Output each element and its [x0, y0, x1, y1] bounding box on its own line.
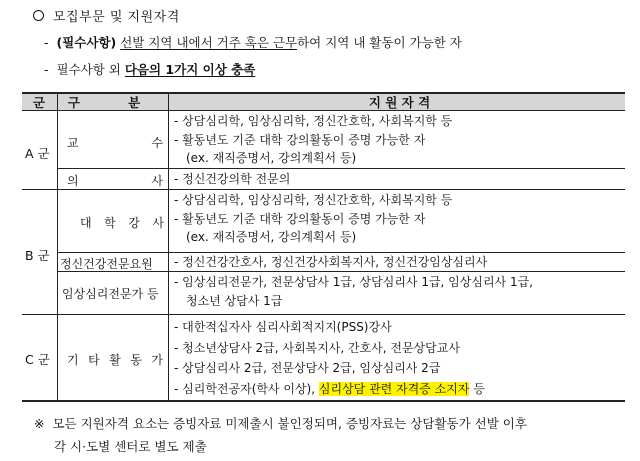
mental-health-professional-qualifications	[174, 253, 487, 272]
residence-condition: 선발 지역 내에서 거주 혹은 근무	[120, 35, 298, 50]
footnote	[34, 412, 527, 458]
group-a-label: A 군	[25, 146, 50, 161]
qualification-text: - 심리학전공자(학사 이상),	[174, 381, 316, 396]
requirement-line-2	[44, 60, 255, 78]
role-lecturer: 대 학 강 사	[80, 216, 164, 230]
other-activist-qualifications	[174, 317, 485, 399]
doctor-qualifications	[174, 170, 290, 189]
one-or-more-condition: 다음의 1가지 이상 충족	[124, 62, 256, 77]
column-divider	[168, 92, 169, 401]
group-b-label: B 군	[25, 248, 50, 263]
qualification-item: - 활동년도 기준 대학 강의활동이 증명 가능한 자	[174, 211, 426, 226]
requirement-line-1-rest: 하여 지역 내 활동이 가능한 자	[297, 35, 462, 50]
footnote-line-2: 각 시·도별 센터로 별도 제출	[54, 439, 207, 454]
dash: -	[44, 62, 49, 77]
role-doctor: 의 사	[67, 174, 163, 188]
highlighted-certificate-holder: 심리상담 관련 자격증 소지자	[318, 381, 470, 396]
qualification-item	[174, 379, 485, 400]
table-bottom-border	[22, 400, 625, 402]
section-heading-text: 모집부문 및 지원자격	[53, 10, 180, 25]
qualification-item: - 청소년상담사 2급, 사회복지사, 간호사, 전문상담교사	[174, 340, 460, 355]
required-label: (필수사항)	[56, 35, 117, 50]
qualification-item: - 활동년도 기준 대학 강의활동이 증명 가능한 자	[174, 132, 426, 147]
requirement-line-1	[44, 33, 462, 51]
section-heading	[33, 6, 180, 25]
circle-bullet-icon	[33, 10, 44, 21]
qualification-item: - 상담심리사 2급, 전문상담사 2급, 임상심리사 2급	[174, 361, 441, 375]
role-mental-health-professional: 정신건강전문요원	[60, 257, 153, 271]
requirement-line-2-pre: 필수사항 외	[56, 62, 121, 77]
qualification-text: 등	[473, 381, 485, 396]
role-other-activist: 기 타 활 동 가	[67, 353, 163, 367]
column-divider	[57, 92, 58, 401]
footnote-text-1: 모든 지원자격 요소는 증빙자료 미제출시 불인정되며, 증빙자료는 상담활동가 선발 이후	[52, 416, 527, 431]
qualification-item: - 상담심리학, 임상심리학, 정신간호학, 사회복지학 등	[174, 193, 453, 207]
qualification-item: - 임상심리전문가, 전문상담사 1급, 상담심리사 1급, 임상심리사 1급,	[174, 275, 533, 289]
lecturer-qualifications	[174, 191, 452, 247]
header-qualifications: 지 원 자 격	[368, 95, 431, 110]
qualification-item: - 정신건강간호사, 정신건강사회복지사, 정신건강임상심리사	[174, 255, 488, 269]
role-professor: 교 수	[67, 136, 163, 150]
group-divider	[22, 314, 625, 315]
header-group: 군	[33, 95, 46, 110]
qualification-item: - 상담심리학, 임상심리학, 정신간호학, 사회복지학 등	[174, 114, 453, 128]
professor-qualifications	[174, 112, 452, 168]
qualification-item: - 대한적십자사 심리사회적지지(PSS)강사	[174, 320, 392, 334]
row-divider	[57, 168, 625, 169]
qualification-table	[22, 92, 625, 401]
reference-mark-icon: ※	[34, 416, 45, 431]
footnote-line-1	[34, 412, 527, 435]
qualification-item: 청소년 상담사 1급	[186, 293, 283, 308]
role-clinical-psychologist: 임상심리전문가 등	[62, 287, 159, 301]
group-c-label: C 군	[25, 352, 50, 367]
group-divider	[22, 189, 625, 190]
qualification-item: - 정신건강의학 전문의	[174, 172, 291, 186]
qualification-item: (ex. 재직증명서, 강의계획서 등)	[186, 151, 357, 165]
clinical-psychologist-qualifications	[174, 273, 533, 310]
header-role: 구 분	[67, 95, 163, 110]
dash: -	[44, 35, 49, 50]
qualification-item: (ex. 재직증명서, 강의계획서 등)	[186, 230, 357, 244]
